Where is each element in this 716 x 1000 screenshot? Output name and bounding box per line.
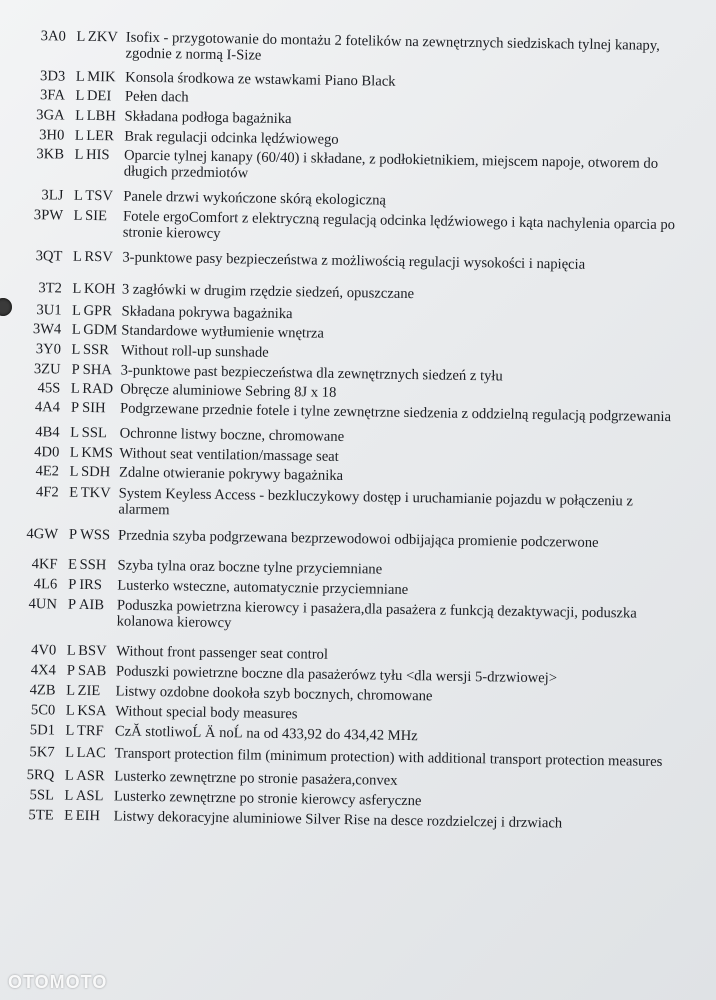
option-description: Lusterko zewnętrzne po stronie pasażera,convex bbox=[114, 768, 398, 789]
option-description: System Keyless Access - bezkluczykowy dostęp i uruchamianie pojazdu w połączeniu z alarmem bbox=[118, 485, 634, 519]
option-pr-code: HIS bbox=[85, 146, 110, 164]
option-flag: L bbox=[76, 28, 86, 45]
option-code: 3LJ bbox=[41, 187, 64, 204]
option-pr-code: LER bbox=[86, 127, 115, 145]
option-pr-code: WSS bbox=[79, 526, 111, 544]
option-code: 4A4 bbox=[34, 399, 61, 416]
option-flag: P bbox=[70, 399, 80, 416]
option-description: Podgrzewane przednie fotele i tylne zewnętrzne siedzenia z oddzielną regulacją podgrzewania bbox=[119, 400, 672, 426]
option-code: 3QT bbox=[35, 248, 63, 265]
option-code: 3D3 bbox=[39, 68, 66, 85]
option-flag: E bbox=[67, 556, 78, 573]
option-flag: L bbox=[65, 722, 75, 739]
option-pr-code: MIK bbox=[87, 68, 116, 86]
option-flag: L bbox=[75, 107, 85, 124]
option-pr-code: ZKV bbox=[87, 28, 118, 46]
option-pr-code: GDM bbox=[83, 321, 118, 339]
option-flag: E bbox=[69, 484, 79, 501]
option-pr-code: ZIE bbox=[77, 682, 101, 700]
option-code: 45S bbox=[37, 380, 61, 397]
option-code: 4UN bbox=[28, 596, 58, 613]
option-flag: L bbox=[69, 444, 79, 461]
option-description: Poduszka powietrzna kierowcy i pasażera,dla pasażera z funkcją dezaktywacji, poduszka kolanowa kierowcy bbox=[116, 597, 637, 632]
list-item bbox=[29, 28, 689, 70]
option-flag: L bbox=[69, 463, 79, 480]
option-code: 4B4 bbox=[35, 424, 60, 441]
option-description: Listwy ozdobne dookoła szyb bocznych, chromowane bbox=[115, 683, 433, 705]
option-description: Poduszki powietrzne boczne dla pasażerówz tyłu <dla wersji 5-drzwiowej> bbox=[115, 663, 558, 687]
option-flag: L bbox=[72, 248, 82, 265]
option-pr-code: BSV bbox=[78, 642, 107, 660]
option-description: 3 zagłówki w drugim rzędzie siedzeń, opuszczane bbox=[121, 281, 415, 303]
option-flag: L bbox=[70, 424, 80, 441]
option-pr-code: IRS bbox=[79, 576, 103, 594]
option-pr-code: RSV bbox=[84, 248, 113, 266]
watermark-logo: OTOMOTO bbox=[8, 972, 108, 992]
option-description: Without seat ventilation/massage seat bbox=[119, 445, 339, 465]
option-description: Szyba tylna oraz boczne tylne przyciemniane bbox=[117, 557, 383, 578]
option-description: Isofix - przygotowanie do montażu 2 fotelików na zewnętrznych siedziskach tylnej kanapy, zgodnie z normą I-Size bbox=[125, 29, 660, 64]
option-flag: L bbox=[75, 87, 85, 104]
option-description: Zdalne otwieranie pokrywy bagażnika bbox=[118, 464, 344, 484]
option-code: 5RQ bbox=[26, 767, 55, 784]
option-code: 4D0 bbox=[34, 444, 60, 461]
option-flag: L bbox=[71, 341, 81, 358]
option-flag: L bbox=[74, 146, 84, 163]
option-code: 3A0 bbox=[40, 28, 66, 45]
option-pr-code: LBH bbox=[86, 107, 116, 125]
punch-hole bbox=[0, 298, 12, 316]
option-code: 3T2 bbox=[38, 280, 63, 297]
option-flag: L bbox=[75, 68, 85, 85]
list-item bbox=[26, 248, 686, 274]
option-code: 4GW bbox=[26, 526, 59, 543]
option-code: 5TE bbox=[28, 807, 54, 824]
option-code: 5C0 bbox=[30, 702, 56, 719]
option-description: Without roll-up sunshade bbox=[120, 342, 269, 361]
option-pr-code: RAD bbox=[82, 380, 114, 398]
option-code: 3PW bbox=[33, 207, 64, 224]
option-description: Przednia szyba podgrzewana bezprzewodowoi odbijająca promienie podczerwone bbox=[117, 527, 599, 551]
equipment-list bbox=[18, 28, 690, 833]
option-flag: L bbox=[73, 207, 83, 224]
option-code: 3KB bbox=[36, 146, 65, 163]
option-pr-code: AIB bbox=[78, 596, 105, 614]
option-code: 5K7 bbox=[29, 744, 55, 761]
option-description: CzĂ stotliwoĹ Ä noĹ na od 433,92 do 434,42 MHz bbox=[114, 723, 418, 745]
option-code: 3H0 bbox=[39, 127, 65, 144]
option-code: 5D1 bbox=[29, 722, 56, 739]
option-code: 4KF bbox=[31, 556, 58, 573]
option-description: Without front passenger seat control bbox=[116, 643, 329, 663]
option-pr-code: GPR bbox=[83, 302, 113, 320]
option-description: Brak regulacji odcinka lędźwiowego bbox=[124, 128, 339, 148]
option-description: Składana podłoga bagażnika bbox=[124, 108, 292, 128]
option-flag: L bbox=[65, 702, 75, 719]
option-code: 4ZB bbox=[29, 682, 56, 699]
option-flag: L bbox=[71, 321, 81, 338]
option-flag: P bbox=[68, 526, 78, 543]
option-description: Listwy dekoracyjne aluminiowe Silver Rise na desce rozdzielczej i drzwiach bbox=[113, 808, 563, 832]
option-pr-code: KSA bbox=[77, 702, 107, 720]
option-flag: L bbox=[64, 767, 74, 784]
list-item bbox=[27, 207, 687, 249]
option-pr-code: SIH bbox=[81, 399, 106, 417]
option-flag: L bbox=[71, 302, 82, 319]
list-item bbox=[19, 744, 679, 770]
option-code: 3GA bbox=[36, 107, 65, 124]
option-code: 3ZU bbox=[33, 361, 61, 378]
option-pr-code: EIH bbox=[75, 807, 101, 825]
option-description: Składana pokrywa bagażnika bbox=[121, 303, 293, 323]
list-item bbox=[28, 146, 688, 188]
option-description: Lusterko zewnętrzne po stronie kierowcy asferyczne bbox=[113, 788, 422, 810]
option-flag: L bbox=[64, 787, 74, 804]
option-code: 3W4 bbox=[32, 321, 62, 338]
option-pr-code: TKV bbox=[80, 484, 111, 502]
option-pr-code: SDH bbox=[80, 463, 111, 481]
option-description: Transport protection film (minimum protection) with additional transport protection measures bbox=[114, 745, 663, 771]
option-code: 3Y0 bbox=[35, 341, 62, 358]
option-description: Standardowe wytłumienie wnętrza bbox=[121, 322, 324, 342]
option-flag: L bbox=[66, 642, 76, 659]
option-flag: L bbox=[65, 744, 75, 761]
option-flag: L bbox=[66, 682, 76, 699]
option-pr-code: KMS bbox=[81, 444, 114, 462]
option-pr-code: SSR bbox=[82, 341, 110, 359]
option-pr-code: SHA bbox=[82, 361, 112, 379]
option-code: 4V0 bbox=[30, 642, 57, 659]
option-flag: L bbox=[72, 280, 82, 297]
option-code: 4E2 bbox=[35, 463, 60, 480]
option-description: Fotele ergoComfort z elektryczną regulacją odcinka lędźwiowego i kąta nachylenia oparcia po stronie kierowcy bbox=[122, 208, 676, 243]
option-pr-code: ASL bbox=[75, 787, 104, 805]
option-flag: E bbox=[64, 807, 74, 824]
option-pr-code: SSL bbox=[81, 424, 107, 442]
option-pr-code: SAB bbox=[77, 662, 107, 680]
option-code: 3FA bbox=[39, 87, 66, 104]
option-pr-code: KOH bbox=[83, 280, 116, 298]
option-code: 4F2 bbox=[35, 484, 59, 501]
option-pr-code: ASR bbox=[76, 767, 105, 785]
list-item bbox=[22, 484, 682, 526]
option-description: Konsola środkowa ze wstawkami Piano Black bbox=[125, 69, 396, 90]
option-description: Obręcze aluminiowe Sebring 8J x 18 bbox=[120, 381, 337, 401]
option-code: 5SL bbox=[29, 787, 55, 804]
option-pr-code: TRF bbox=[76, 722, 104, 740]
option-code: 4X4 bbox=[30, 662, 57, 679]
option-flag: L bbox=[74, 127, 84, 144]
option-pr-code: SSH bbox=[79, 556, 107, 574]
option-description: Lusterko wsteczne, automatycznie przyciemniane bbox=[117, 577, 409, 599]
option-description: 3-punktowe pasy bezpieczeństwa z możliwością regulacji wysokości i napięcia bbox=[122, 249, 586, 273]
option-description: Oparcie tylnej kanapy (60/40) i składane, z podłokietnikiem, miejscem napoje, otworem do długich przedmiotów bbox=[123, 147, 659, 182]
option-flag: L bbox=[73, 187, 83, 204]
option-description: Ochronne listwy boczne, chromowane bbox=[119, 425, 345, 445]
option-description: Without special body measures bbox=[115, 703, 298, 723]
option-description: 3-punktowe past bezpieczeństwa dla zewnętrznych siedzeń z tyłu bbox=[120, 362, 503, 385]
option-flag: P bbox=[68, 576, 77, 593]
option-code: 4L6 bbox=[33, 576, 58, 593]
option-pr-code: TSV bbox=[85, 187, 114, 205]
option-flag: P bbox=[67, 596, 77, 613]
list-item bbox=[22, 526, 682, 552]
list-item bbox=[21, 596, 681, 638]
option-pr-code: SIE bbox=[84, 207, 108, 225]
list-item bbox=[26, 280, 686, 306]
option-code: 3U1 bbox=[36, 302, 62, 319]
option-description: Pełen dach bbox=[124, 88, 189, 106]
option-flag: L bbox=[70, 380, 80, 397]
option-flag: P bbox=[66, 662, 76, 679]
option-pr-code: LAC bbox=[76, 744, 106, 762]
option-pr-code: DEI bbox=[86, 87, 112, 105]
option-flag: P bbox=[71, 361, 80, 378]
option-description: Panele drzwi wykończone skórą ekologiczną bbox=[123, 188, 387, 209]
